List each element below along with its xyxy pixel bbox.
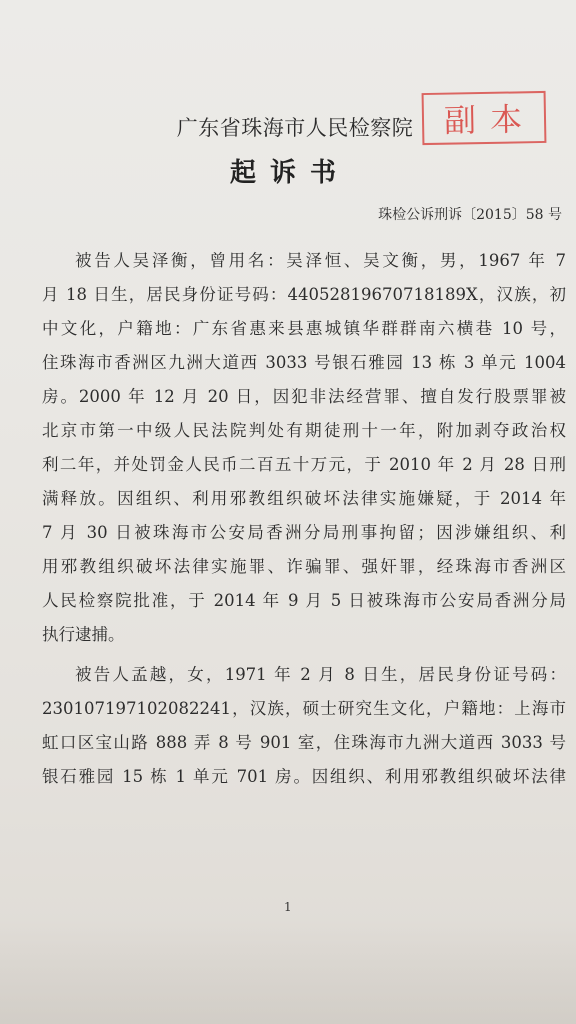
text-line: 虹口区宝山路 888 弄 8 号 901 室，住珠海市九洲大道西 3033 号 [42, 733, 566, 752]
issuing-organization: 广东省珠海市人民检察院 [176, 116, 414, 140]
document-body [42, 244, 566, 794]
paragraph-defendant-2 [42, 658, 566, 794]
text-line: 被告人孟越，女，1971 年 2 月 8 日生，居民身份证号码： [75, 665, 566, 684]
text-line: 北京市第一中级人民法院判处有期徒刑十一年，附加剥夺政治权 [42, 421, 566, 440]
text-line: 满释放。因组织、利用邪教组织破坏法律实施嫌疑，于 2014 年 [42, 489, 566, 508]
copy-stamp [422, 91, 547, 145]
text-line: 月 18 日生，居民身份证号码：44052819670718189X，汉族，初 [42, 285, 566, 304]
document-title: 起诉书 [230, 158, 351, 188]
text-line: 被告人吴泽衡，曾用名：吴泽恒、吴文衡，男，1967 年 7 [75, 251, 566, 270]
text-line: 人民检察院批准，于 2014 年 9 月 5 日被珠海市公安局香洲分局 [42, 591, 566, 610]
text-line: 7 月 30 日被珠海市公安局香洲分局刑事拘留；因涉嫌组织、利 [42, 523, 566, 542]
document-number: 珠检公诉刑诉〔2015〕58 号 [378, 207, 562, 223]
page-shadow [0, 920, 576, 1024]
text-line: 中文化，户籍地：广东省惠来县惠城镇华群群南六横巷 10 号， [42, 319, 566, 338]
text-line: 房。2000 年 12 月 20 日，因犯非法经营罪、擅自发行股票罪被 [42, 387, 566, 406]
text-line: 执行逮捕。 [42, 625, 125, 644]
text-line: 住珠海市香洲区九洲大道西 3033 号银石雅园 13 栋 3 单元 1004 [42, 353, 566, 372]
text-line: 银石雅园 15 栋 1 单元 701 房。因组织、利用邪教组织破坏法律 [42, 767, 566, 786]
copy-stamp-text: 副本 [443, 100, 537, 140]
page-number: 1 [284, 900, 292, 914]
paragraph-defendant-1 [42, 244, 566, 652]
text-line: 利二年，并处罚金人民币二百五十万元，于 2010 年 2 月 28 日刑 [42, 455, 566, 474]
text-line: 用邪教组织破坏法律实施罪、诈骗罪、强奸罪，经珠海市香洲区 [42, 557, 566, 576]
text-line: 230107197102082241，汉族，硕士研究生文化，户籍地：上海市 [42, 699, 566, 718]
